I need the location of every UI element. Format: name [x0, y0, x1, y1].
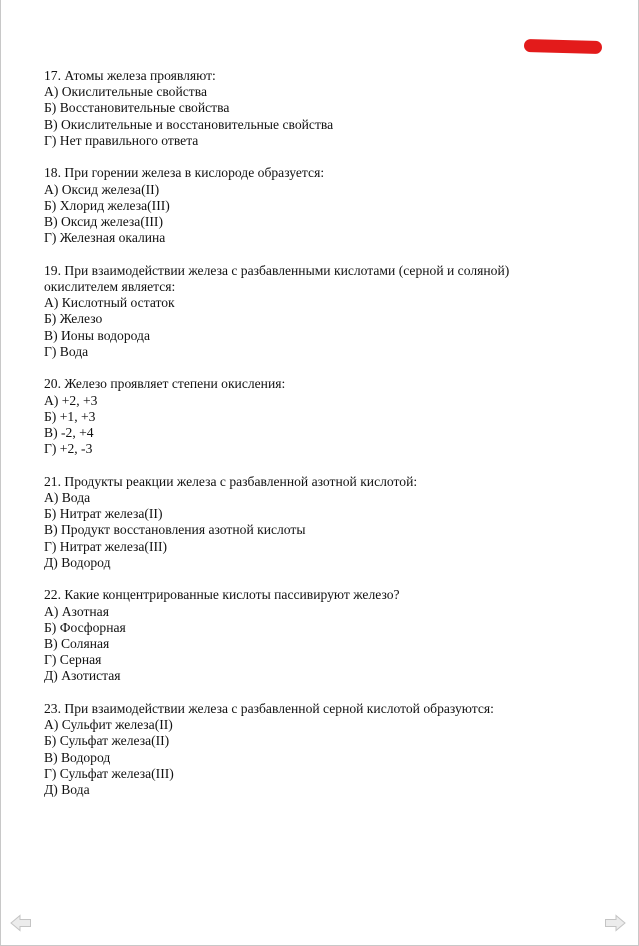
answer-option: В) Водород [44, 749, 111, 765]
answer-option: Г) Нитрат железа(III) [44, 538, 168, 554]
answer-option: Б) Фосфорная [44, 619, 126, 635]
question-21 [44, 474, 604, 571]
question-20 [44, 376, 604, 457]
question-title: 22. Какие концентрированные кислоты пассивируют железо? [44, 587, 400, 603]
answer-option: В) Оксид железа(III) [44, 214, 163, 230]
answer-option: В) -2, +4 [44, 425, 94, 441]
question-17 [44, 68, 604, 149]
answer-option: А) Сульфит железа(II) [44, 717, 173, 733]
answer-option: Г) Вода [44, 343, 89, 359]
answer-option: Б) Хлорид железа(III) [44, 197, 170, 213]
answer-option: Г) Сульфат железа(III) [44, 765, 174, 781]
answer-option: А) Кислотный остаток [44, 295, 175, 311]
answer-option: А) Азотная [44, 603, 109, 619]
answer-option: В) Ионы водорода [44, 327, 151, 343]
next-page-arrow-icon[interactable] [604, 914, 626, 932]
document-body [44, 68, 604, 815]
answer-option: Б) Железо [44, 311, 103, 327]
question-title: 17. Атомы железа проявляют: [44, 68, 216, 83]
answer-option: А) Оксид железа(II) [44, 181, 160, 197]
question-title: 18. При горении железа в кислороде образуется: [44, 165, 325, 181]
question-19 [44, 263, 604, 360]
answer-option: В) Продукт восстановления азотной кислоты [44, 522, 306, 538]
previous-page-arrow-icon[interactable] [10, 914, 32, 932]
answer-option: Г) Серная [44, 652, 102, 668]
question-title: 21. Продукты реакции железа с разбавленной азотной кислотой: [44, 473, 418, 489]
answer-option: Г) +2, -3 [44, 441, 93, 457]
answer-option: Д) Азотистая [44, 668, 121, 684]
question-18 [44, 165, 604, 246]
question-title-continued: окислителем является: [44, 279, 176, 295]
answer-option: Д) Водород [44, 554, 111, 570]
answer-option: Б) Сульфат железа(II) [44, 733, 170, 749]
answer-option: Б) +1, +3 [44, 408, 96, 424]
answer-option: Д) Вода [44, 782, 90, 798]
answer-option: В) Окислительные и восстановительные свойства [44, 116, 334, 132]
answer-option: Г) Нет правильного ответа [44, 132, 199, 148]
answer-option: Б) Нитрат железа(II) [44, 506, 163, 522]
question-title: 19. При взаимодействии железа с разбавленными кислотами (серной и соляной) [44, 262, 510, 278]
question-title: 20. Железо проявляет степени окисления: [44, 376, 286, 392]
answer-option: В) Соляная [44, 636, 110, 652]
redaction-mark [524, 39, 602, 54]
answer-option: А) +2, +3 [44, 392, 98, 408]
answer-option: Б) Восстановительные свойства [44, 100, 230, 116]
question-22 [44, 587, 604, 684]
answer-option: А) Окислительные свойства [44, 84, 208, 100]
answer-option: А) Вода [44, 490, 91, 506]
answer-option: Г) Железная окалина [44, 230, 166, 246]
question-23 [44, 701, 604, 798]
question-title: 23. При взаимодействии железа с разбавленной серной кислотой образуются: [44, 701, 494, 717]
